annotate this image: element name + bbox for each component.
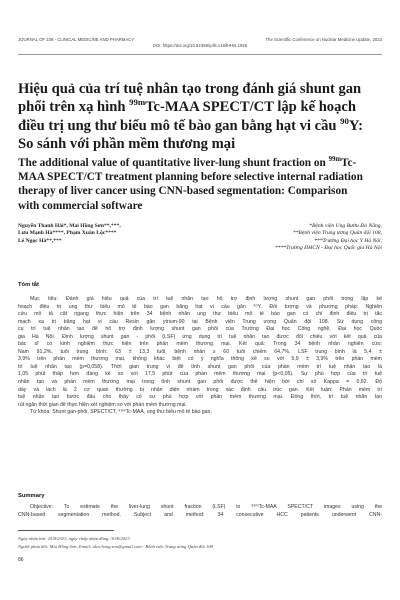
abstract-line: nhân tạo và phần mềm thương mại trong tính shunt gan phổi được thể hiện bởi chỉ số Kappa = 0,62. Độ xyxy=(18,379,382,386)
page-number: 86 xyxy=(18,557,24,563)
title-vn-line: điều trị ung thư biểu mô tế bào gan bằng hạt vi cầu $^{90}$Y: xyxy=(18,115,363,134)
abstract-line: cụ trí tuệ nhân tạo để hỗ trợ định lượng shunt gan phổi của Trường Đại học Công nghệ, Đại học Quốc xyxy=(18,326,382,333)
abstract-line: gia Hà Nội. Định lượng shunt gan - phổi (LSF) ứng dụng trí tuệ nhân tạo được đối chiếu với kết quả của xyxy=(18,333,382,340)
author-affiliations xyxy=(172,223,382,253)
summary-line: CNN-based segmentation method. Subject and method: 34 consecutive HCC patients underwent CNN- xyxy=(18,511,382,518)
abstract-line: tuệ nhân tạo bước đầu cho thấy có sự phù hợp với phần mềm thương mại. Đồng thời, trí tuệ nhân tạo xyxy=(18,394,382,401)
title-vn-line: So sánh với phần mềm thương mại xyxy=(18,135,236,152)
affiliation-line: *Bệnh viện Ung Bướu Đà Nẵng, xyxy=(309,223,382,229)
footnote-dates: Ngày nhận bài: 25/8/2023, ngày chấp nhận đăng: 30/8/2023 xyxy=(18,536,130,541)
abstract-line: 3,9% trên phần mềm thương mại, không khác biệt có ý nghĩa thống kê so với 5,9 ± 3,9% trên phần mềm xyxy=(18,356,382,363)
summary-line: Objective: To estimate the liver-lung shunt fraction (LSF) in ⁹⁹ᵐTc-MAA SPECT/CT images using the xyxy=(30,504,382,510)
article-page xyxy=(18,0,382,600)
title-en-line: therapy of liver cancer using CNN-based segmentation: Comparison xyxy=(18,185,348,198)
author-line: Lê Ngọc Hà**,*** xyxy=(18,237,62,244)
summary-english xyxy=(18,504,382,519)
title-vn-line: Hiệu quả của trí tuệ nhân tạo trong đánh giá shunt gan xyxy=(18,81,362,97)
title-vietnamese xyxy=(18,80,382,153)
abstract-line: 1,05 phút thấp hơn đáng kể so với 17,5 phút của phần mềm thương mại (p<0,05). Sự phù hợp của trí tuệ xyxy=(18,371,382,378)
abstract-line: Nam 91,2%, tuổi trung bình: 63 ± 13,3 tuổi, bệnh nhân ≥ 60 tuổi chiếm 64,7%. LSF trung bình là 5,4 ± xyxy=(18,348,382,355)
title-en-line: MAA SPECT/CT treatment planning before selective internal radiation xyxy=(18,171,363,184)
affiliation-line: **Bệnh viện Trung ương Quân đội 108, xyxy=(292,230,382,237)
affiliation-line: ****Trường ĐHCN - Đại học Quốc gia Hà Nội xyxy=(274,245,382,252)
abstract-line: bác sĩ có kinh nghiệm thực hiện trên phần mềm thương mại. Kết quả: Trong 34 bệnh nhân nghiên cứu: xyxy=(18,341,382,348)
conference-name: The Scientific Conference on Nuclear Medicine Update, 2023 xyxy=(265,37,382,42)
author-names xyxy=(18,223,158,245)
author-line: Nguyễn Thanh Hải*, Mai Hồng Sơn**,***, xyxy=(18,223,121,229)
header-divider xyxy=(18,54,382,55)
abstract-line: rút ngắn thời gian để thực hiện xét nghiệm so với phần mềm thương mại. xyxy=(18,401,187,408)
abstract-line: mạch xạ trị bằng hạt vi cầu Resin gắn ytrium-90 tại Bệnh viện Trung ương Quân đội 108. Sử dụng công xyxy=(18,318,382,325)
abstract-line: dày và lách là 2 cơ quan thường bị nhận diện nhầm trong xác định cấu trúc gan. Kết luận: Phần mềm trí xyxy=(18,386,382,393)
affiliation-line: ***Trường Đại học Y Hà Nội, xyxy=(314,237,382,244)
keywords-line: Từ khóa: Shunt gan-phổi, SPECT/CT, ⁹⁹ᵐTc-MAA, ung thư biểu mô tế bào gan. xyxy=(30,409,212,416)
title-en-line: The additional value of quantitative liver-lung shunt fraction on $^{99m}$Tc- xyxy=(18,156,357,169)
title-vn-line: phổi trên xạ hình $^{99m}$Tc-MAA SPECT/CT lập kế hoạch xyxy=(18,97,356,116)
title-english xyxy=(18,156,382,213)
abstract-heading: Tóm tắt xyxy=(18,282,39,288)
abstract-line: hoạch điều trị ung thư biểu mô tế bào gan bằng hạt vi cầu gắn ⁹⁰Y. Đối tượng và phương pháp: Nghiên xyxy=(18,303,382,310)
footnotes xyxy=(18,535,382,551)
journal-name: JOURNAL OF 108 - CLINICAL MEDICINE AND PHARMACY xyxy=(18,37,135,42)
abstract-vietnamese xyxy=(18,296,382,417)
abstract-line: Mục tiêu: Đánh giá hiệu quả của trí tuệ nhân tạo hỗ trợ định lượng shunt gan phổi trong lập kế xyxy=(30,296,382,302)
abstract-line: cứu mô tả cắt ngang thực hiện trên 34 bệnh nhân ung thư biểu mô tế bào gan có chỉ định điều trị tắc xyxy=(18,311,382,318)
footnote-divider xyxy=(18,530,114,531)
summary-heading: Summary xyxy=(18,493,45,499)
doi-link[interactable]: DOI: https://doi.org/10.52389/ydls.v18ifHHN.1926 xyxy=(152,43,248,48)
abstract-line: trí tuệ nhân tạo (p=0,058). Thời gian trung vị để tính shunt gan phổi của phần mềm trí tuệ nhân tạo là xyxy=(18,363,382,370)
footnote-correspondence: Người phản hồi: Mai Hồng Sơn, Email: alex.hong.son@gmail.com - Bệnh viện Trung ương Quân đội 108 xyxy=(18,544,213,549)
title-en-line: with commercial software xyxy=(18,199,143,212)
author-line: Lưu Mạnh Hà****, Phạm Xuân Lộc**** xyxy=(18,230,117,237)
